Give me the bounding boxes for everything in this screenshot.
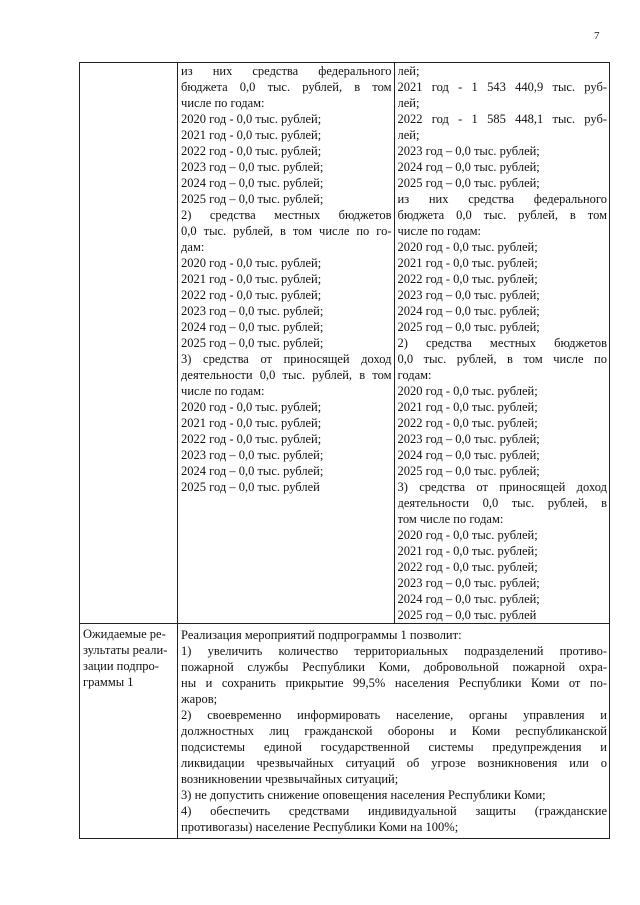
cell-middle-funding	[178, 63, 394, 624]
text-line: ликвидации чрезвычайных ситуаций об угрозе возникновения или о	[181, 756, 607, 770]
text-line: 2022 год - 0,0 тыс. рублей;	[397, 272, 538, 286]
results-label	[83, 626, 175, 690]
text-line: 2023 год – 0,0 тыс. рублей;	[181, 304, 324, 318]
text-line: 2020 год - 0,0 тыс. рублей;	[181, 112, 322, 126]
text-line: 3) не допустить снижение оповещения населения Республики Коми;	[181, 788, 546, 802]
page-number: 7	[594, 30, 600, 42]
text-line: 2021 год - 0,0 тыс. рублей;	[397, 544, 538, 558]
text-line: зации подпро-	[83, 659, 159, 673]
text-line: из них средства федерального	[181, 64, 392, 78]
text-line: 2023 год – 0,0 тыс. рублей;	[397, 576, 540, 590]
text-line: 2025 год – 0,0 тыс. рублей;	[181, 192, 324, 206]
text-line: лей;	[397, 128, 420, 142]
text-line: 2023 год – 0,0 тыс. рублей;	[397, 432, 540, 446]
text-line: числе по годам:	[181, 384, 265, 398]
cell-right-funding	[394, 63, 609, 624]
text-line: числе по годам:	[397, 224, 482, 238]
program-table	[79, 62, 610, 839]
text-line: 2024 год – 0,0 тыс. рублей;	[181, 176, 324, 190]
text-line: 2021 год - 1 543 440,9 тыс. руб-	[397, 80, 607, 94]
text-line: 2022 год - 0,0 тыс. рублей;	[181, 432, 322, 446]
text-line: 2025 год – 0,0 тыс. рублей;	[397, 464, 540, 478]
text-line: должностных лиц гражданской обороны и Коми республиканской	[181, 724, 607, 738]
text-line: 2024 год – 0,0 тыс. рублей;	[397, 304, 540, 318]
text-line: 2020 год - 0,0 тыс. рублей;	[397, 240, 538, 254]
text-line: 2021 год - 0,0 тыс. рублей;	[397, 400, 538, 414]
text-line: 2) своевременно информировать население, органы управления и	[181, 708, 607, 722]
text-line: Реализация мероприятий подпрограммы 1 позволит:	[181, 628, 462, 642]
text-line: 2022 год - 0,0 тыс. рублей;	[397, 560, 538, 574]
text-line: 2020 год - 0,0 тыс. рублей;	[397, 528, 538, 542]
right-text	[398, 63, 607, 623]
text-line: 2022 год - 0,0 тыс. рублей;	[397, 416, 538, 430]
middle-text	[181, 63, 391, 495]
cell-empty	[80, 63, 178, 624]
text-line: лей;	[397, 64, 420, 78]
text-line: 1) увеличить количество территориальных подразделений противо-	[181, 644, 607, 658]
text-line: 2020 год - 0,0 тыс. рублей;	[181, 400, 322, 414]
text-line: из них средства федерального	[397, 192, 607, 206]
text-line: 2022 год - 1 585 448,1 тыс. руб-	[397, 112, 607, 126]
text-line: 2021 год - 0,0 тыс. рублей;	[181, 416, 322, 430]
text-line: 2025 год – 0,0 тыс. рублей	[397, 608, 537, 622]
text-line: 2025 год – 0,0 тыс. рублей;	[181, 336, 324, 350]
text-line: 2020 год - 0,0 тыс. рублей;	[181, 256, 322, 270]
text-line: 2024 год – 0,0 тыс. рублей;	[181, 464, 324, 478]
cell-results-text	[178, 624, 610, 839]
text-line: числе по годам:	[181, 96, 265, 110]
text-line: зультаты реали-	[83, 643, 168, 657]
text-line: 2024 год – 0,0 тыс. рублей;	[397, 160, 540, 174]
cell-results-label	[80, 624, 178, 839]
text-line: бюджета 0,0 тыс. рублей, в том	[181, 80, 392, 94]
text-line: 0,0 тыс. рублей, в том числе по го-	[181, 224, 392, 238]
text-line: годам:	[397, 368, 432, 382]
text-line: 2021 год - 0,0 тыс. рублей;	[181, 272, 322, 286]
text-line: 2022 год - 0,0 тыс. рублей;	[181, 288, 322, 302]
text-line: противогазы) население Республики Коми на 100%;	[181, 820, 459, 834]
text-line: 2023 год – 0,0 тыс. рублей;	[181, 160, 324, 174]
text-line: 2024 год – 0,0 тыс. рублей;	[397, 448, 540, 462]
text-line: 2) средства местных бюджетов	[181, 208, 392, 222]
text-line: пожарной службы Республики Коми, добровольной пожарной охра-	[181, 660, 607, 674]
text-line: лей;	[397, 96, 420, 110]
text-line: 2023 год – 0,0 тыс. рублей;	[181, 448, 324, 462]
text-line: 2025 год – 0,0 тыс. рублей	[181, 480, 320, 494]
table-row-results	[80, 624, 610, 839]
text-line: дам:	[181, 240, 205, 254]
text-line: бюджета 0,0 тыс. рублей, в том	[397, 208, 607, 222]
text-line: 2024 год – 0,0 тыс. рублей;	[181, 320, 324, 334]
text-line: жаров;	[181, 692, 218, 706]
text-line: деятельности 0,0 тыс. рублей, в том	[181, 368, 392, 382]
text-line: подсистемы единой государственной системы предупреждения и	[181, 740, 607, 754]
text-line: Ожидаемые ре-	[83, 627, 166, 641]
table-row-funding	[80, 63, 610, 624]
text-line: 2021 год - 0,0 тыс. рублей;	[181, 128, 322, 142]
text-line: 2022 год - 0,0 тыс. рублей;	[181, 144, 322, 158]
text-line: 0,0 тыс. рублей, в том числе по	[397, 352, 607, 366]
text-line: 2023 год – 0,0 тыс. рублей;	[397, 288, 540, 302]
text-line: 2) средства местных бюджетов	[397, 336, 607, 350]
results-text	[181, 627, 607, 835]
text-line: 4) обеспечить средствами индивидуальной защиты (гражданские	[181, 804, 607, 818]
text-line: ны и сохранить прикрытие 99,5% населения Республики Коми от по-	[181, 676, 607, 690]
text-line: том числе по годам:	[397, 512, 504, 526]
text-line: возникновении чрезвычайных ситуаций;	[181, 772, 399, 786]
text-line: 2021 год - 0,0 тыс. рублей;	[397, 256, 538, 270]
text-line: 2025 год – 0,0 тыс. рублей;	[397, 320, 540, 334]
text-line: 2025 год – 0,0 тыс. рублей;	[397, 176, 540, 190]
text-line: 2020 год - 0,0 тыс. рублей;	[397, 384, 538, 398]
text-line: граммы 1	[83, 675, 134, 689]
text-line: 3) средства от приносящей доход	[397, 480, 607, 494]
text-line: 2023 год – 0,0 тыс. рублей;	[397, 144, 540, 158]
text-line: 2024 год – 0,0 тыс. рублей;	[397, 592, 540, 606]
text-line: 3) средства от приносящей доход	[181, 352, 392, 366]
text-line: деятельности 0,0 тыс. рублей, в	[397, 496, 607, 510]
